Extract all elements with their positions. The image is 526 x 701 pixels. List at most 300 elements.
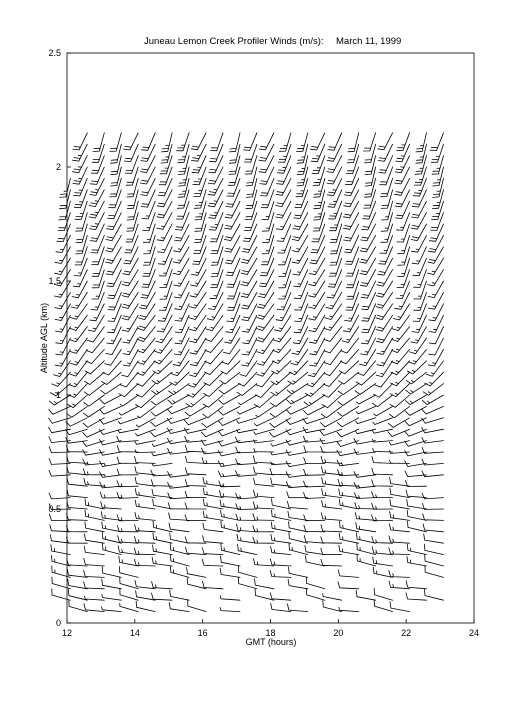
- wind-barb: [92, 258, 104, 276]
- wind-barb: [398, 247, 410, 265]
- wind-barb: [136, 418, 155, 427]
- wind-barb: [355, 384, 376, 395]
- wind-barb: [372, 395, 392, 407]
- wind-barb: [220, 596, 240, 601]
- x-axis-label: GMT (hours): [245, 637, 297, 647]
- wind-barb: [67, 490, 87, 498]
- wind-barb: [71, 349, 88, 365]
- wind-barb: [372, 492, 393, 498]
- wind-barb: [425, 555, 444, 566]
- wind-barb: [86, 338, 104, 353]
- wind-barb: [152, 593, 173, 600]
- wind-barb: [108, 304, 121, 322]
- wind-barb: [185, 503, 206, 509]
- wind-barb: [339, 533, 358, 543]
- wind-barb: [271, 534, 291, 543]
- wind-barb: [241, 281, 257, 298]
- x-tick-label-5: 22: [401, 628, 412, 638]
- x-tick-label-3: 18: [265, 628, 276, 638]
- wind-barb: [117, 469, 138, 475]
- wind-barb: [337, 429, 359, 437]
- wind-barb: [271, 372, 291, 385]
- wind-barb: [202, 548, 223, 555]
- wind-barb: [306, 556, 325, 566]
- wind-barb: [185, 480, 206, 487]
- wind-barb: [106, 338, 122, 355]
- wind-barb: [178, 156, 189, 175]
- wind-barb: [238, 544, 257, 554]
- wind-barb: [338, 395, 359, 406]
- wind-barb: [194, 190, 206, 209]
- wind-barb: [70, 361, 87, 376]
- wind-barb: [111, 156, 122, 175]
- wind-barb: [412, 190, 426, 207]
- wind-barb: [52, 589, 71, 600]
- wind-barb: [100, 440, 122, 445]
- wind-barb: [67, 501, 87, 509]
- wind-barb: [169, 603, 189, 612]
- wind-barb: [271, 522, 291, 532]
- plot-frame: [67, 53, 474, 623]
- wind-barb: [337, 418, 358, 427]
- wind-barb: [390, 384, 409, 397]
- wind-barb: [372, 503, 393, 509]
- wind-barb: [203, 536, 223, 544]
- wind-barb: [204, 361, 223, 375]
- wind-barb: [406, 581, 426, 589]
- wind-barb: [153, 545, 173, 555]
- wind-barb: [392, 327, 410, 342]
- wind-barb: [356, 533, 375, 543]
- wind-barb: [221, 510, 240, 520]
- wind-barb: [70, 315, 87, 330]
- wind-barb: [66, 418, 87, 426]
- wind-barb: [330, 224, 342, 242]
- wind-barb: [194, 178, 206, 196]
- wind-barb: [289, 522, 308, 532]
- wind-barb: [422, 493, 443, 499]
- wind-barb: [236, 493, 257, 499]
- wind-barb: [321, 456, 342, 463]
- wind-barb: [425, 589, 444, 600]
- wind-barb: [423, 524, 443, 532]
- wind-barb: [253, 537, 274, 543]
- wind-barb: [321, 559, 342, 566]
- wind-barb: [60, 178, 71, 197]
- wind-barb: [338, 582, 359, 589]
- wind-barb: [257, 361, 274, 376]
- wind-barb: [143, 224, 155, 242]
- wind-barb: [339, 545, 359, 554]
- wind-barb: [255, 579, 274, 589]
- wind-barb: [190, 338, 206, 354]
- wind-barb: [136, 384, 155, 398]
- x-axis: [62, 619, 479, 638]
- wind-barb: [127, 190, 138, 209]
- wind-barb: [85, 534, 105, 543]
- wind-barb: [159, 258, 172, 276]
- wind-barb: [120, 588, 138, 600]
- wind-barb: [187, 568, 207, 578]
- wind-barb: [168, 472, 190, 478]
- wind-barb: [122, 304, 138, 320]
- y-tick-label-5: 2.5: [48, 48, 61, 58]
- wind-barb: [407, 510, 426, 520]
- wind-barb: [85, 596, 105, 600]
- wind-barb: [428, 281, 444, 298]
- wind-barb: [423, 514, 444, 521]
- wind-barb: [270, 559, 291, 566]
- wind-barb: [381, 178, 393, 196]
- wind-barb: [168, 482, 190, 488]
- wind-barb: [195, 201, 206, 220]
- wind-barb: [184, 428, 206, 433]
- wind-barb: [205, 327, 223, 342]
- wind-barb: [204, 384, 224, 397]
- wind-barb: [85, 522, 104, 532]
- wind-barb: [178, 144, 190, 163]
- wind-barb: [68, 395, 88, 408]
- wind-barb: [364, 133, 376, 151]
- y-tick-label-4: 2: [55, 162, 61, 172]
- wind-barb: [238, 395, 257, 405]
- wind-barb: [118, 429, 138, 433]
- wind-barb: [170, 533, 189, 543]
- wind-barb: [175, 315, 189, 332]
- wind-barb: [152, 384, 173, 395]
- wind-barb: [84, 546, 104, 554]
- wind-barb: [66, 446, 87, 452]
- wind-barb: [152, 372, 172, 384]
- wind-barb: [84, 604, 104, 612]
- wind-barb: [257, 315, 274, 330]
- wind-barb: [84, 558, 105, 566]
- wind-barb: [220, 568, 240, 577]
- y-tick-label-0: 0: [55, 618, 61, 628]
- wind-barb: [321, 537, 342, 543]
- wind-barb: [191, 133, 206, 150]
- wind-barb: [389, 571, 410, 578]
- wind-barb: [390, 512, 410, 521]
- chart-date: March 11, 1999: [336, 36, 402, 47]
- wind-barb: [323, 601, 342, 612]
- wind-barb: [414, 270, 427, 288]
- wind-barb: [185, 515, 206, 521]
- wind-barb: [378, 133, 393, 150]
- wind-barb: [364, 144, 375, 163]
- wind-barb: [405, 395, 426, 405]
- wind-barb: [135, 512, 155, 520]
- wind-barb: [55, 247, 70, 264]
- wind-barb: [269, 429, 291, 437]
- wind-barb: [174, 338, 189, 355]
- wind-barb: [101, 384, 122, 395]
- wind-barb: [303, 406, 325, 415]
- wind-barb: [271, 547, 291, 555]
- wind-barb: [185, 491, 206, 497]
- wind-barb: [68, 589, 87, 600]
- wind-barb: [422, 471, 444, 477]
- wind-barb: [84, 384, 104, 396]
- wind-barb: [356, 590, 376, 600]
- wind-barb: [287, 604, 307, 612]
- wind-barb: [429, 327, 443, 344]
- wind-barb: [309, 304, 325, 320]
- wind-barb: [111, 144, 122, 163]
- wind-barb: [135, 525, 156, 532]
- wind-barb: [218, 451, 240, 456]
- wind-barb: [153, 533, 172, 543]
- wind-barb: [323, 593, 342, 600]
- wind-barb: [119, 567, 138, 578]
- wind-barb: [357, 395, 376, 404]
- wind-barb: [338, 384, 359, 395]
- wind-barb: [339, 372, 359, 384]
- wind-barb: [429, 338, 444, 355]
- wind-barb: [372, 429, 392, 433]
- wind-barb: [236, 471, 257, 477]
- wind-barb: [136, 395, 156, 408]
- wind-barb: [407, 556, 427, 566]
- wind-barb: [190, 327, 207, 343]
- wind-barb: [321, 513, 341, 521]
- wind-barb: [422, 395, 443, 405]
- wind-barb: [134, 548, 155, 554]
- wind-barb: [66, 526, 87, 532]
- wind-barb: [189, 304, 206, 320]
- wind-barb: [287, 501, 307, 509]
- y-tick-label-2: 1: [55, 390, 61, 400]
- wind-barb: [127, 178, 138, 197]
- wind-barb: [152, 557, 172, 566]
- wind-barb: [102, 567, 121, 578]
- wind-barb: [430, 133, 443, 151]
- wind-barb: [168, 395, 189, 404]
- wind-barb: [67, 406, 88, 417]
- wind-barb: [102, 579, 122, 589]
- wind-barb: [365, 156, 376, 175]
- wind-barb: [186, 395, 206, 407]
- wind-barb: [105, 349, 122, 365]
- wind-barb: [339, 607, 359, 611]
- wind-barb: [397, 224, 410, 242]
- wind-barb: [321, 525, 342, 532]
- wind-barb: [354, 449, 376, 455]
- wind-barb: [256, 406, 274, 417]
- wind-barb: [219, 395, 240, 404]
- wind-barb: [253, 526, 274, 532]
- wind-barb: [422, 437, 444, 443]
- wind-barb: [151, 418, 172, 427]
- wind-barb: [122, 315, 138, 331]
- wind-barb: [344, 178, 358, 195]
- wind-barb: [372, 468, 393, 475]
- wind-barb: [85, 361, 104, 374]
- wind-barb: [254, 395, 274, 408]
- wind-barb: [110, 133, 122, 152]
- wind-barb: [270, 593, 291, 601]
- wind-barb: [257, 349, 274, 365]
- wind-barb: [346, 258, 359, 276]
- wind-barb: [237, 418, 257, 424]
- wind-barb: [414, 281, 427, 299]
- wind-barb: [124, 133, 139, 150]
- wind-barb: [309, 315, 325, 332]
- x-tick-label-6: 24: [468, 628, 480, 638]
- wind-barb: [323, 384, 342, 398]
- wind-barb: [168, 448, 190, 454]
- wind-barb: [321, 446, 342, 452]
- wind-barb: [287, 384, 308, 394]
- wind-barb: [297, 144, 308, 163]
- wind-barb: [151, 395, 172, 405]
- wind-barb: [270, 468, 291, 474]
- wind-barb: [169, 384, 190, 395]
- wind-barb: [338, 406, 359, 416]
- wind-barb: [339, 361, 359, 374]
- wind-barb: [330, 235, 342, 254]
- wind-barb: [229, 133, 240, 152]
- x-tick-label-0: 12: [61, 628, 73, 638]
- wind-barb: [160, 270, 172, 288]
- x-tick-label-2: 16: [197, 628, 208, 638]
- wind-barb: [254, 449, 274, 453]
- wind-barb: [372, 480, 393, 486]
- wind-barb: [227, 281, 240, 299]
- wind-barb: [84, 582, 105, 589]
- wind-barb: [118, 418, 138, 424]
- wind-barb: [253, 502, 274, 509]
- wind-barb: [253, 514, 274, 521]
- wind-barb: [221, 556, 241, 566]
- wind-barb: [171, 555, 190, 566]
- wind-barb: [211, 235, 223, 253]
- wind-barb: [51, 545, 71, 555]
- wind-barb: [256, 372, 274, 387]
- wind-barb: [278, 235, 291, 253]
- wind-barb: [136, 601, 155, 612]
- wind-barb: [244, 144, 257, 162]
- x-tick-label-1: 14: [129, 628, 140, 638]
- wind-barb: [373, 418, 393, 425]
- wind-barb: [117, 446, 138, 452]
- wind-barb: [221, 544, 240, 555]
- wind-barb: [177, 133, 190, 151]
- wind-barb: [169, 523, 189, 532]
- wind-barb: [202, 559, 223, 566]
- wind-barb: [257, 338, 274, 354]
- wind-barb: [322, 395, 342, 408]
- wind-barb: [211, 247, 223, 265]
- wind-barb: [354, 472, 376, 478]
- wind-barb: [288, 579, 308, 588]
- wind-barb: [305, 546, 325, 555]
- wind-barb: [289, 567, 308, 577]
- wind-barb: [346, 270, 358, 288]
- wind-barb: [431, 144, 443, 162]
- wind-barb: [376, 315, 393, 331]
- wind-barb: [289, 543, 308, 554]
- wind-barb: [304, 395, 325, 406]
- wind-barb: [416, 133, 427, 152]
- wind-barb: [321, 548, 342, 554]
- wind-barb: [432, 156, 443, 175]
- wind-barb: [84, 372, 104, 384]
- wind-barb: [270, 418, 291, 428]
- wind-barb: [356, 418, 376, 424]
- wind-barb: [377, 338, 393, 354]
- wind-barb: [292, 338, 308, 355]
- wind-barb: [405, 481, 426, 487]
- wind-barb: [425, 566, 444, 578]
- wind-barb: [373, 557, 393, 566]
- wind-barb: [272, 361, 291, 374]
- wind-barb: [203, 581, 224, 588]
- wind-barb: [75, 201, 87, 219]
- wind-barb: [170, 590, 189, 600]
- wind-barb: [101, 372, 121, 384]
- wind-barb: [320, 429, 342, 435]
- wind-barb: [423, 384, 443, 396]
- wind-barb: [306, 577, 325, 589]
- wind-barb: [76, 224, 87, 243]
- wind-barb: [313, 167, 325, 185]
- wind-barb: [102, 607, 122, 612]
- wind-barb: [424, 534, 444, 543]
- wind-barb: [356, 406, 376, 413]
- wind-barb: [220, 608, 240, 612]
- wind-barb: [262, 213, 274, 232]
- wind-barb: [390, 602, 410, 612]
- wind-barb: [376, 304, 393, 320]
- wind-barb: [279, 258, 291, 276]
- wind-barb: [237, 406, 257, 414]
- wind-barb: [389, 536, 410, 543]
- wind-barb: [204, 372, 223, 385]
- wind-barbs: [49, 133, 444, 612]
- wind-barb: [295, 292, 308, 310]
- wind-barb: [261, 190, 274, 208]
- wind-barb: [321, 406, 341, 417]
- wind-barb: [253, 490, 274, 498]
- wind-barb: [259, 133, 274, 150]
- wind-barb: [270, 571, 291, 578]
- wind-barb: [278, 247, 291, 265]
- wind-barb: [67, 514, 88, 521]
- wind-barb: [101, 502, 122, 509]
- wind-barb: [188, 600, 206, 612]
- wind-barb: [330, 213, 342, 231]
- wind-barb: [381, 190, 392, 209]
- wind-barb: [203, 511, 223, 520]
- wind-barb: [407, 544, 426, 554]
- wind-barb: [243, 133, 257, 151]
- wind-barb: [117, 481, 138, 487]
- x-tick-label-4: 20: [333, 628, 344, 638]
- wind-barb: [126, 167, 138, 185]
- wind-barb: [246, 167, 257, 186]
- wind-barb: [185, 436, 207, 442]
- wind-barb: [73, 133, 88, 150]
- wind-barb: [389, 524, 409, 532]
- wind-barb: [137, 406, 155, 417]
- wind-barb: [83, 418, 104, 428]
- wind-barb: [144, 235, 156, 254]
- wind-barb: [152, 582, 173, 589]
- wind-barb: [355, 513, 375, 521]
- wind-barb: [102, 594, 121, 600]
- wind-barb: [191, 270, 207, 287]
